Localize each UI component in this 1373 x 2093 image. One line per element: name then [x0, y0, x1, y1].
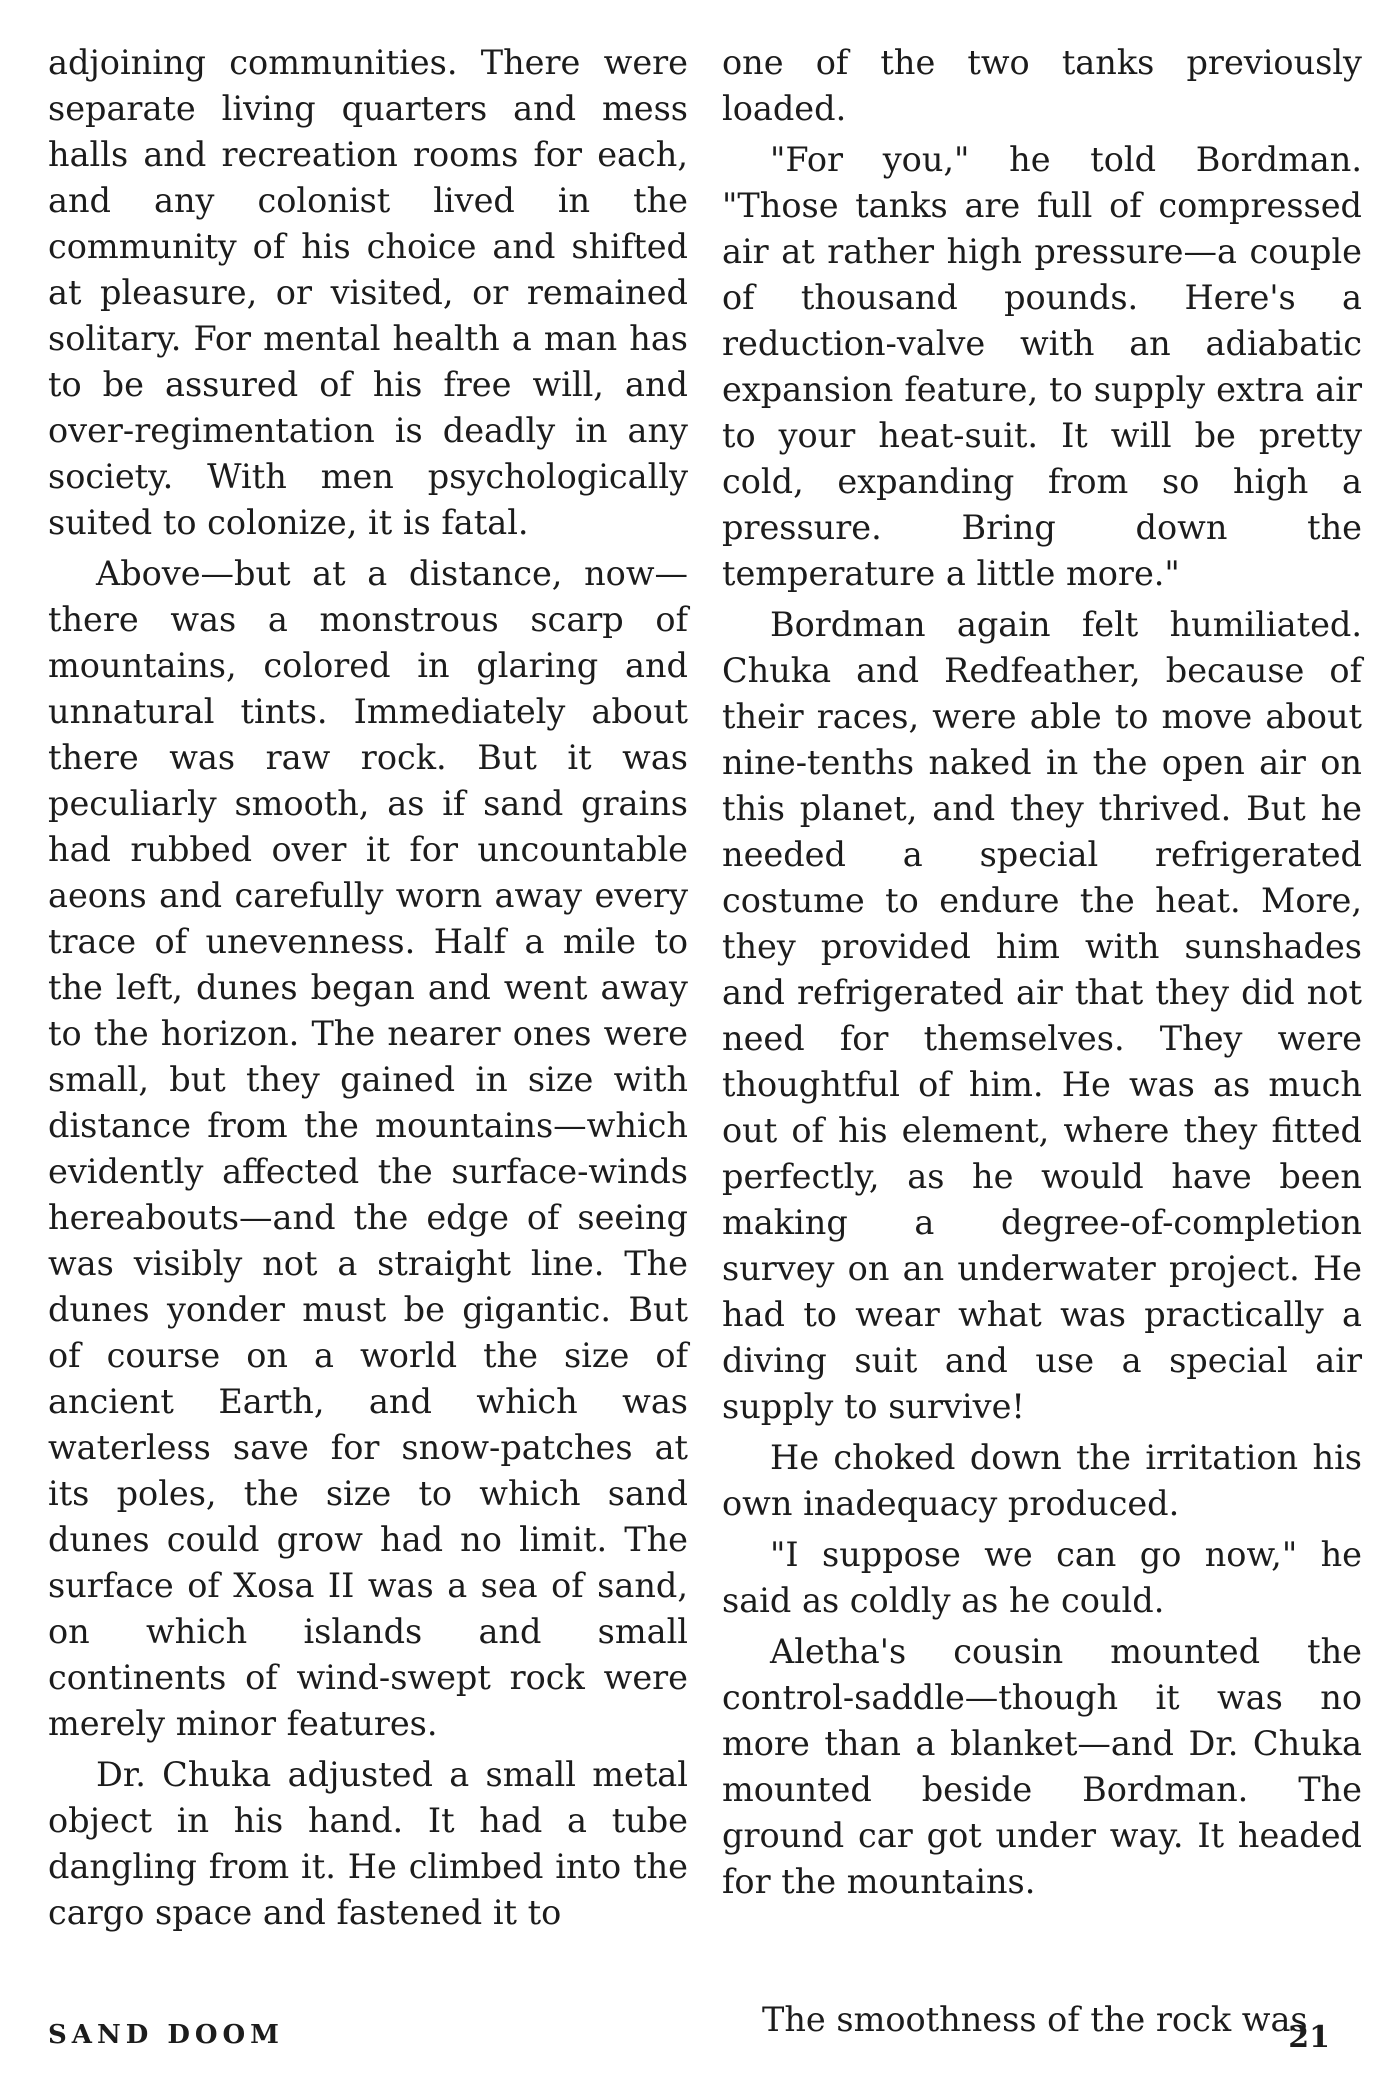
page-footer: [48, 2020, 1330, 2060]
page-number: 21: [1288, 2020, 1330, 2055]
paragraph: The smoothness of the rock was: [762, 2000, 1308, 2039]
running-title: SAND DOOM: [48, 2020, 284, 2050]
paragraph: He choked down the irritation his own inadequacy produced.: [722, 1438, 1362, 1523]
right-text-column: [722, 40, 1362, 2048]
paragraph: adjoining communities. There were separate living quarters and mess halls and recreation rooms for each, and any colonist lived in the community of his choice and shifted at pleasure, or visited, or remained solitary. For mental health a man has to be assured of his free will, and over-regimentation is deadly in any society. With men psychologically suited to colonize, it is fatal.: [48, 43, 688, 542]
paragraph: "For you," he told Bordman. "Those tanks are full of compressed air at rather high pressure—a couple of thousand pounds. Here's a reduction-valve with an adiabatic expansion feature, to supply extra air to your heat-suit. It will be pretty cold, expanding from so high a pressure. Bring down the temperature a little more.": [722, 140, 1362, 593]
paragraph: one of the two tanks previously loaded.: [722, 43, 1362, 128]
paragraph: Above—but at a distance, now—there was a monstrous scarp of mountains, colored in glaring and unnatural tints. Immediately about there was raw rock. But it was peculiarly smooth, as if sand grains had rubbed over it for uncountable aeons and carefully worn away every trace of unevenness. Half a mile to the left, dunes began and went away to the horizon. The nearer ones were small, but they gained in size with distance from the mountains—which evidently affected the surface-winds hereabouts—and the edge of seeing was visibly not a straight line. The dunes yonder must be gigantic. But of course on a world the size of ancient Earth, and which was waterless save for snow-patches at its poles, the size to which sand dunes could grow had no limit. The surface of Xosa II was a sea of sand, on which islands and small continents of wind-swept rock were merely minor features.: [48, 554, 688, 1743]
left-text-column: [48, 40, 688, 1941]
paragraph: Aletha's cousin mounted the control-saddle—though it was no more than a blanket—and Dr. Chuka mounted beside Bordman. The ground car got under way. It headed for the mountains.: [722, 1632, 1362, 1901]
paragraph: "I suppose we can go now," he said as coldly as he could.: [722, 1535, 1362, 1620]
paragraph: Dr. Chuka adjusted a small metal object in his hand. It had a tube dangling from it. He climbed into the cargo space and fastened it to: [48, 1755, 688, 1932]
paragraph: Bordman again felt humiliated. Chuka and Redfeather, because of their races, were able to move about nine-tenths naked in the open air on this planet, and they thrived. But he needed a special refrigerated costume to endure the heat. More, they provided him with sunshades and refrigerated air that they did not need for themselves. They were thoughtful of him. He was as much out of his element, where they fitted perfectly, as he would have been making a degree-of-completion survey on an underwater project. He had to wear what was practically a diving suit and use a special air supply to survive!: [722, 605, 1362, 1426]
